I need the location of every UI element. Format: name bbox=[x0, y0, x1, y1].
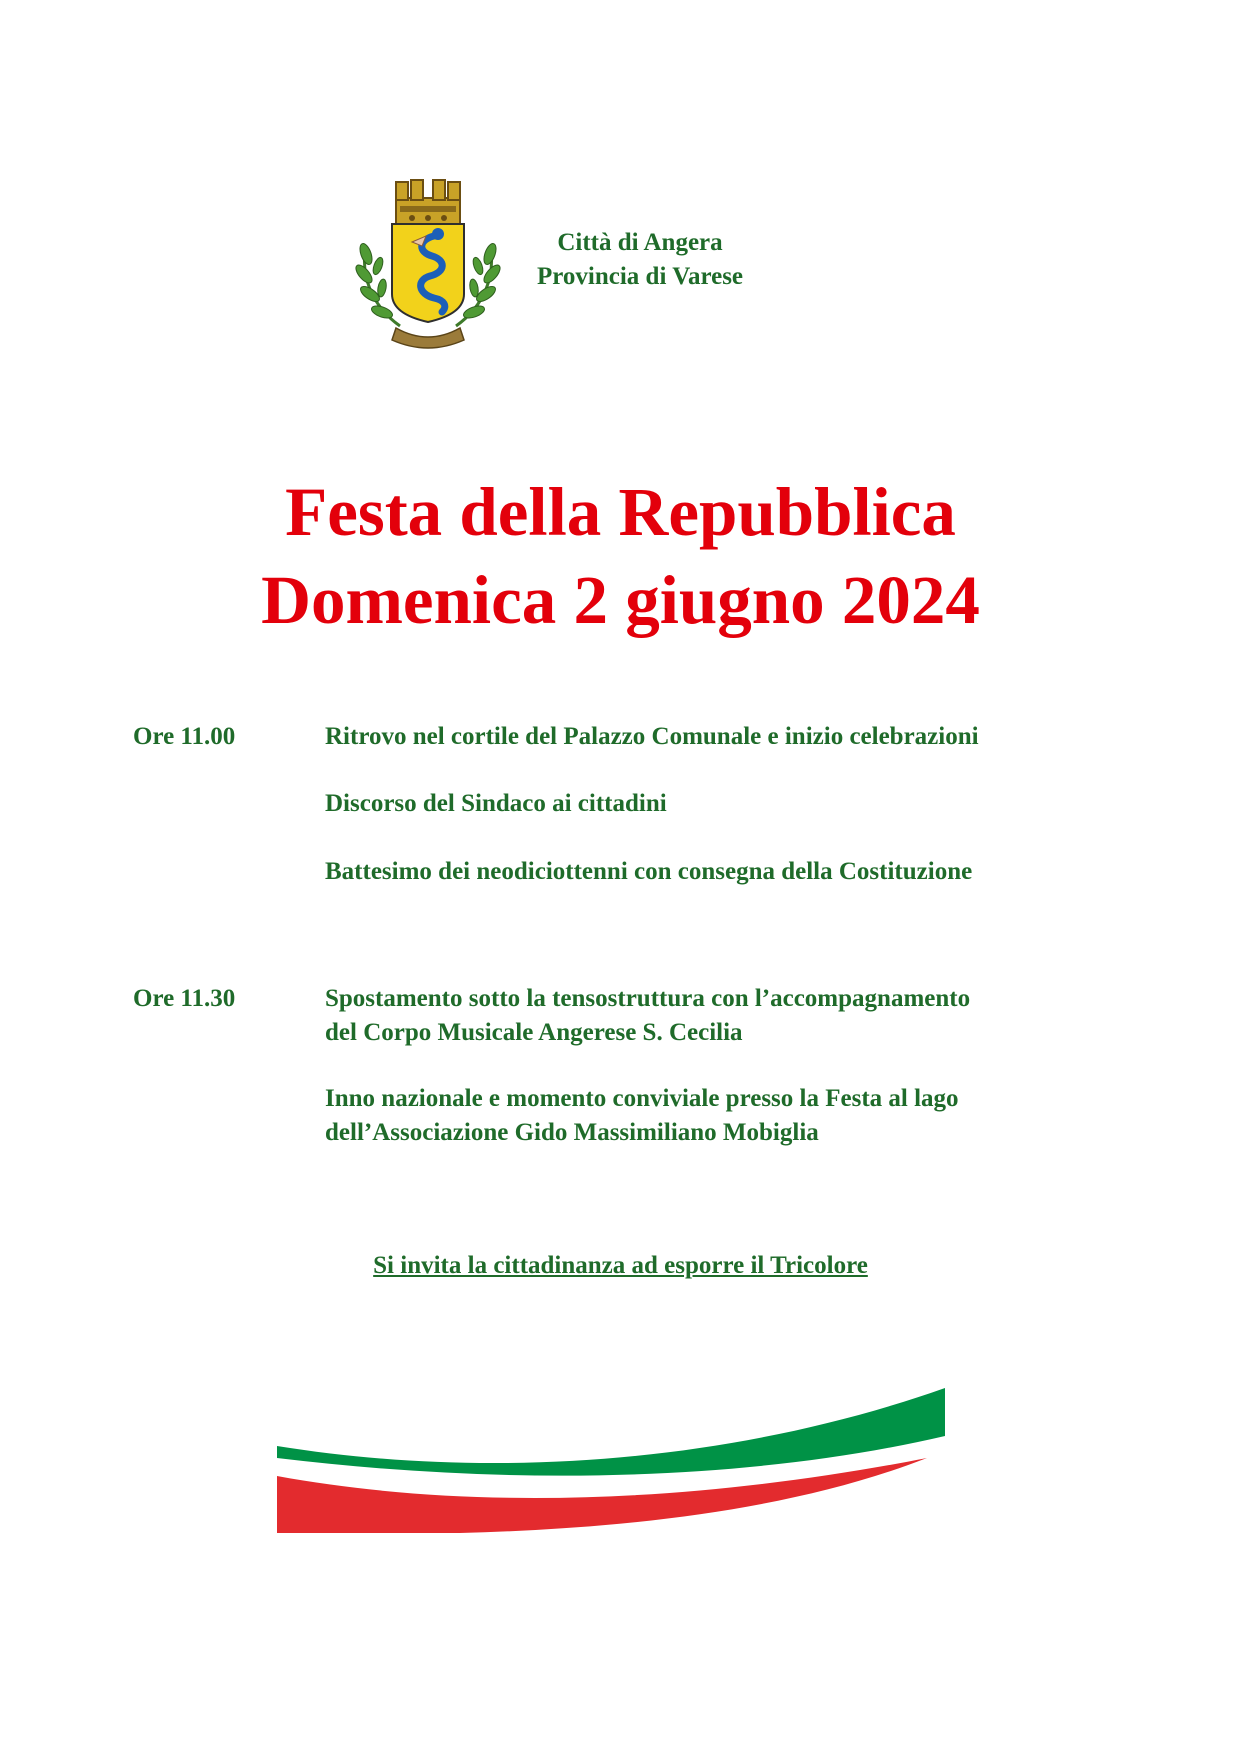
tricolore-invite: Si invita la cittadinanza ad esporre il Tricolore bbox=[373, 1252, 868, 1279]
city-header bbox=[515, 226, 765, 294]
schedule-line: del Corpo Musicale Angerese S. Cecilia bbox=[325, 1019, 743, 1046]
schedule-item bbox=[325, 720, 1125, 754]
coat-of-arms-icon bbox=[352, 176, 504, 361]
event-title: Festa della Repubblica bbox=[285, 474, 956, 550]
schedule-item bbox=[325, 787, 1125, 821]
schedule-line: Battesimo dei neodiciottenni con consegna della Costituzione bbox=[325, 858, 973, 885]
italian-flag-swoosh-icon bbox=[277, 1388, 945, 1533]
schedule-item bbox=[325, 1082, 1125, 1150]
schedule-line: Inno nazionale e momento conviviale presso la Festa al lago bbox=[325, 1085, 959, 1112]
schedule-line: Discorso del Sindaco ai cittadini bbox=[325, 790, 667, 817]
schedule-time-2: Ore 11.30 bbox=[133, 985, 236, 1012]
schedule-line: dell’Associazione Gido Massimiliano Mobiglia bbox=[325, 1119, 819, 1146]
schedule-item bbox=[325, 982, 1125, 1050]
event-date: Domenica 2 giugno 2024 bbox=[261, 562, 980, 638]
province-name: Provincia di Varese bbox=[536, 263, 744, 290]
schedule-line: Spostamento sotto la tensostruttura con l’accompagnamento bbox=[325, 985, 971, 1012]
schedule-time-1: Ore 11.00 bbox=[133, 723, 236, 750]
schedule-item bbox=[325, 855, 1125, 889]
schedule-line: Ritrovo nel cortile del Palazzo Comunale e inizio celebrazioni bbox=[325, 723, 979, 750]
city-name: Città di Angera bbox=[557, 229, 723, 256]
